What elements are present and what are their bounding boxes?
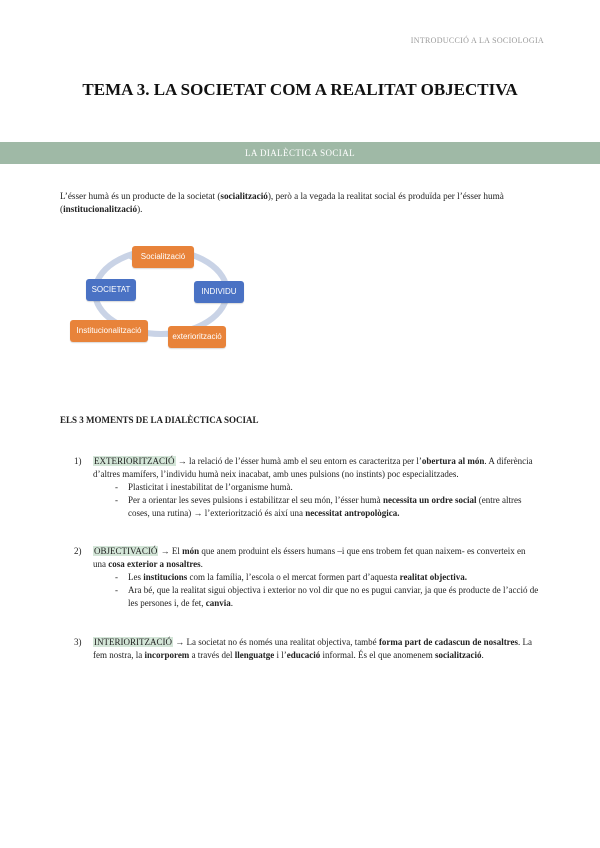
sub-bullet: - Plasticitat i inestabilitat de l’organisme humà. [115, 482, 293, 492]
moment-item [60, 636, 540, 662]
moment-item [60, 455, 540, 520]
node-individu: INDIVIDU [194, 281, 244, 303]
list-number: 1) [74, 456, 82, 466]
node-institucionalitzacio: Institucionalització [70, 320, 148, 342]
highlighted-term: INTERIORITZACIÓ [94, 637, 172, 647]
term-socialitzacio: socialització [220, 191, 268, 201]
moment-text: OBJECTIVACIÓ → El món que anem produint els éssers humans –i que ens trobem fet quan naixem- es converteix en una cosa exterior a nosaltres. [93, 546, 526, 569]
moment-item [60, 545, 540, 610]
node-exterioritzacio: exteriorització [168, 326, 226, 348]
node-societat: SOCIETAT [86, 279, 136, 301]
moment-text: INTERIORITZACIÓ → La societat no és només una realitat objectiva, també forma part de cadascun de nosaltres. La fem nostra, la incorporem a través del llenguatge i l’educació informal. És el que anomenem socialització. [93, 637, 533, 660]
sub-bullet: - Les institucions com la família, l’escola o el mercat formen part d’aquesta realitat objectiva. [115, 572, 467, 582]
list-number: 3) [74, 637, 82, 647]
sub-bullet: - Per a orientar les seves pulsions i estabilitzar el seu món, l’ésser humà necessita un ordre social (entre altres coses, una rutina) → l’exteriorització és així una necessitat antropològica. [115, 495, 522, 518]
highlighted-term: EXTERIORITZACIÓ [94, 456, 175, 466]
node-socialitzacio: Socialització [132, 246, 194, 268]
intro-paragraph: L’ésser humà és un producte de la societat (socialització), però a la vegada la realitat social és produïda per l’ésser humà (institucionalització). [60, 191, 504, 214]
moment-text: EXTERIORITZACIÓ → la relació de l’ésser humà amb el seu entorn es caracteritza per l’obertura al món. A diferència d’altres mamífers, l’individu humà neix inacabat, amb unes pulsions (no instints) poc especialitzades. [93, 456, 533, 479]
term-institucionalitzacio: institucionalització [63, 204, 138, 214]
list-number: 2) [74, 546, 82, 556]
highlighted-term: OBJECTIVACIÓ [94, 546, 158, 556]
sub-bullet: - Ara bé, que la realitat sigui objectiva i exterior no vol dir que no es pugui canviar, ja que és producte de l’acció de les persones i, de fet, canvia. [115, 585, 539, 608]
section-heading: ELS 3 MOMENTS DE LA DIALÈCTICA SOCIAL [60, 415, 259, 425]
section-banner: LA DIALÈCTICA SOCIAL [0, 142, 600, 164]
running-header: INTRODUCCIÓ A LA SOCIOLOGIA [410, 36, 544, 45]
page-title: TEMA 3. LA SOCIETAT COM A REALITAT OBJECTIVA [82, 80, 518, 99]
dialectic-cycle-diagram [66, 242, 256, 352]
